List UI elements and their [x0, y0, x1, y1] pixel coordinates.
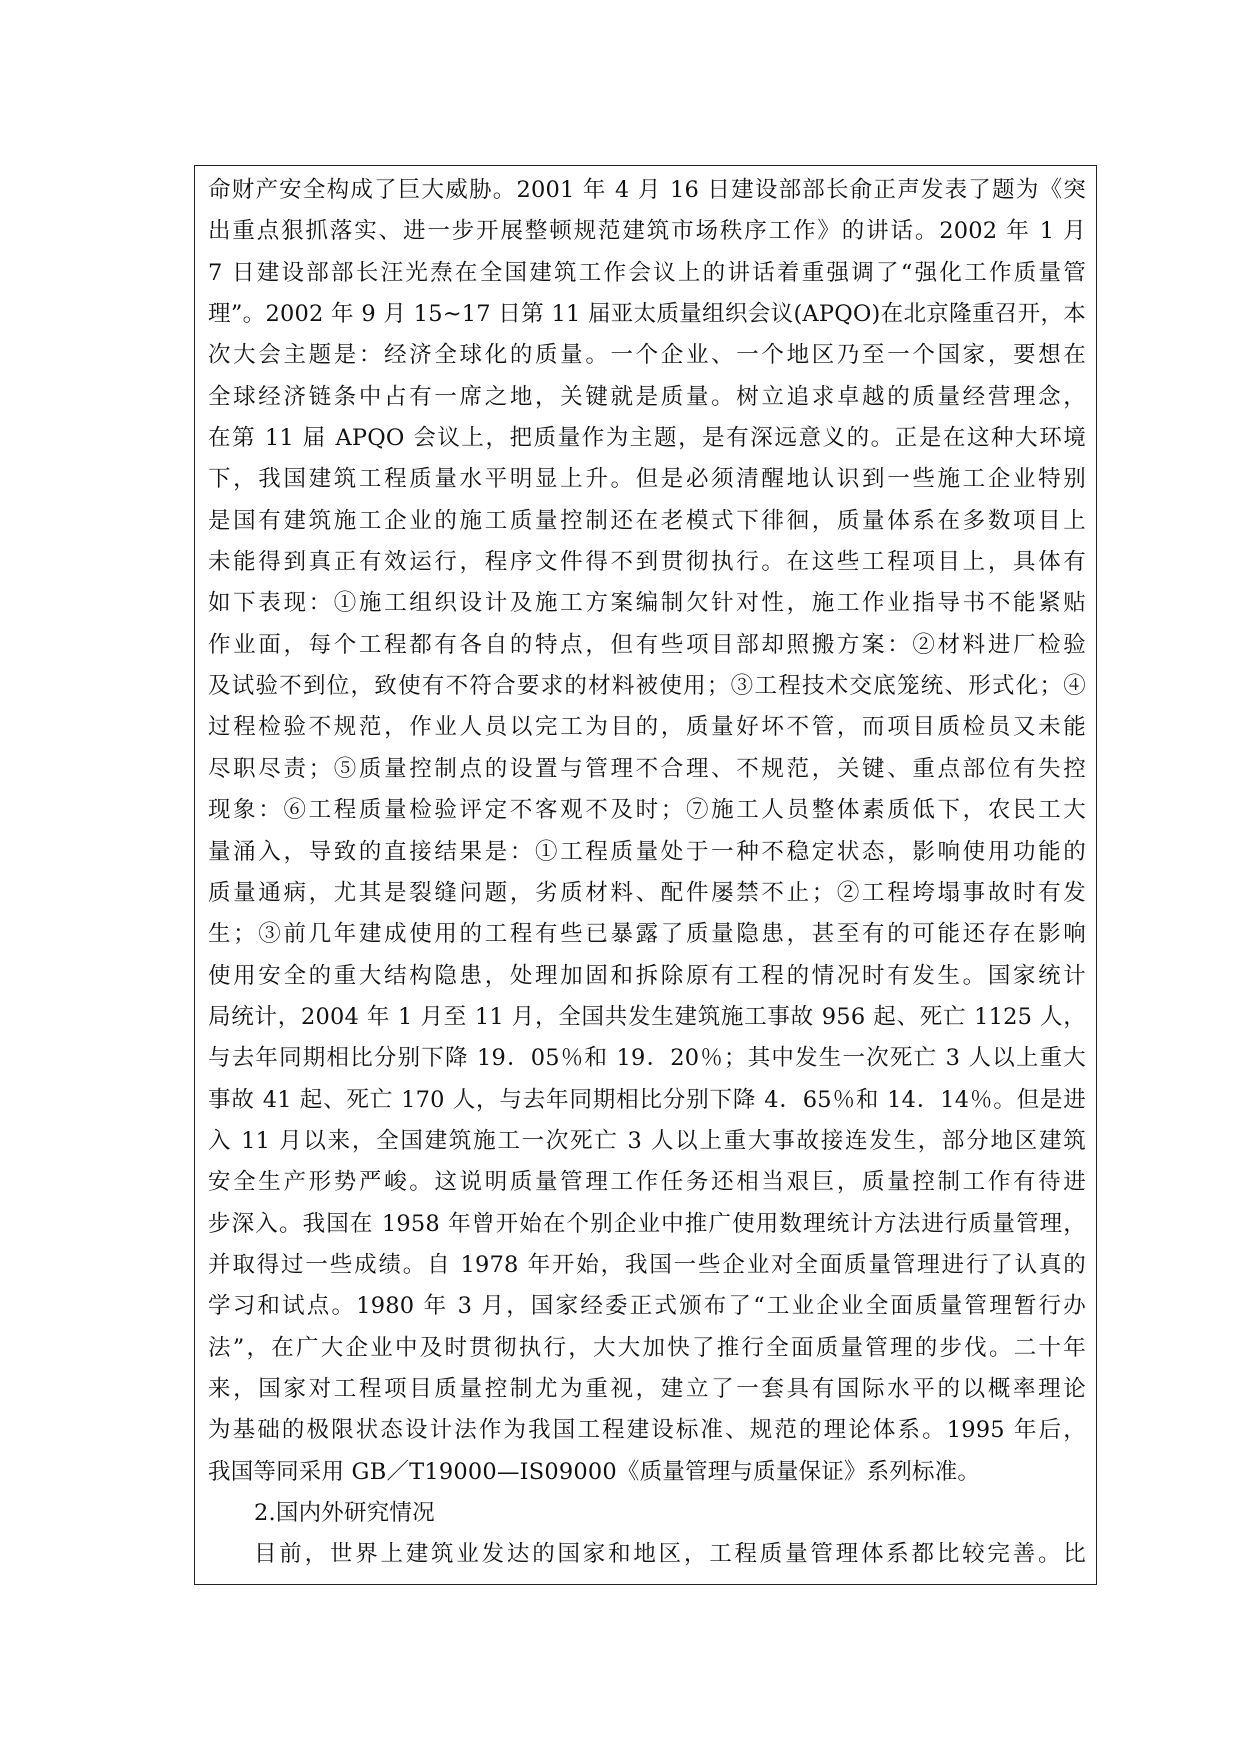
text-line: 及试验不到位，致使有不符合要求的材料被使用；③工程技术交底笼统、形式化；④ [208, 673, 1086, 700]
text-line: 入 11 月以来，全国建筑施工一次死亡 3 人以上重大事故接连发生，部分地区建筑 [208, 1127, 1086, 1154]
document-body [208, 170, 1086, 1576]
text-line: 现象：⑥工程质量检验评定不客观不及时；⑦施工人员整体素质低下，农民工大 [208, 797, 1086, 824]
text-line: 生；③前几年建成使用的工程有些已暴露了质量隐患，甚至有的可能还存在影响 [208, 921, 1086, 948]
text-line: 学习和试点。1980 年 3 月，国家经委正式颁布了“工业企业全面质量管理暂行办 [208, 1293, 1086, 1320]
text-line: 作业面，每个工程都有各自的特点，但有些项目部却照搬方案：②材料进厂检验 [208, 631, 1086, 658]
text-line: 命财产安全构成了巨大威胁。2001 年 4 月 16 日建设部部长俞正声发表了题为《突 [208, 177, 1086, 203]
text-line-last: 我国等同采用 GB／T19000—IS09000《质量管理与质量保证》系列标准。 [208, 1458, 981, 1485]
text-line: 全球经济链条中占有一席之地，关键就是质量。树立追求卓越的质量经营理念， [208, 383, 1086, 410]
text-line: 事故 41 起、死亡 170 人，与去年同期相比分别下降 4．65％和 14．14％。但是进 [208, 1086, 1086, 1113]
text-line: 质量通病，尤其是裂缝问题，劣质材料、配件屡禁不止；②工程垮塌事故时有发 [208, 879, 1086, 906]
text-line: 出重点狠抓落实、进一步开展整顿规范建筑市场秩序工作》的讲话。2002 年 1 月 [208, 218, 1086, 245]
text-line: 法”，在广大企业中及时贯彻执行，大大加快了推行全面质量管理的步伐。二十年 [208, 1334, 1086, 1361]
text-line: 使用安全的重大结构隐患，处理加固和拆除原有工程的情况时有发生。国家统计 [208, 962, 1086, 989]
text-line: 在第 11 届 APQO 会议上，把质量作为主题，是有深远意义的。正是在这种大环境 [208, 425, 1086, 452]
text-line: 次大会主题是：经济全球化的质量。一个企业、一个地区乃至一个国家，要想在 [208, 342, 1086, 369]
text-line: 安全生产形势严峻。这说明质量管理工作任务还相当艰巨，质量控制工作有待进 [208, 1169, 1086, 1196]
paragraph-first-line: 目前，世界上建筑业发达的国家和地区，工程质量管理体系都比较完善。比 [254, 1541, 1086, 1568]
text-line: 下，我国建筑工程质量水平明显上升。但是必须清醒地认识到一些施工企业特别 [208, 466, 1086, 493]
text-line: 7 日建设部部长汪光焘在全国建筑工作会议上的讲话着重强调了“强化工作质量管 [208, 259, 1086, 286]
text-line: 局统计，2004 年 1 月至 11 月，全国共发生建筑施工事故 956 起、死亡 1125 人， [208, 1003, 1086, 1030]
text-line: 为基础的极限状态设计法作为我国工程建设标准、规范的理论体系。1995 年后， [208, 1417, 1086, 1444]
section-heading: 2.国内外研究情况 [254, 1500, 435, 1526]
text-line: 并取得过一些成绩。自 1978 年开始，我国一些企业对全面质量管理进行了认真的 [208, 1251, 1086, 1278]
text-line: 未能得到真正有效运行，程序文件得不到贯彻执行。在这些工程项目上，具体有 [208, 549, 1086, 576]
text-line: 量涌入，导致的直接结果是：①工程质量处于一种不稳定状态，影响使用功能的 [208, 838, 1086, 865]
text-line: 如下表现：①施工组织设计及施工方案编制欠针对性，施工作业指导书不能紧贴 [208, 590, 1086, 617]
text-line: 与去年同期相比分别下降 19．05％和 19．20％；其中发生一次死亡 3 人以上重大 [208, 1045, 1086, 1072]
text-line: 来，国家对工程项目质量控制尤为重视，建立了一套具有国际水平的以概率理论 [208, 1375, 1086, 1402]
text-line: 过程检验不规范，作业人员以完工为目的，质量好坏不管，而项目质检员又未能 [208, 714, 1086, 741]
text-line: 尽职尽责；⑤质量控制点的设置与管理不合理、不规范，关键、重点部位有失控 [208, 755, 1086, 782]
text-line: 是国有建筑施工企业的施工质量控制还在老模式下徘徊，质量体系在多数项目上 [208, 507, 1086, 534]
text-line: 理”。2002 年 9 月 15~17 日第 11 届亚太质量组织会议(APQO)在北京隆重召开，本 [208, 301, 1086, 328]
text-line: 步深入。我国在 1958 年曾开始在个别企业中推广使用数理统计方法进行质量管理， [208, 1210, 1086, 1237]
